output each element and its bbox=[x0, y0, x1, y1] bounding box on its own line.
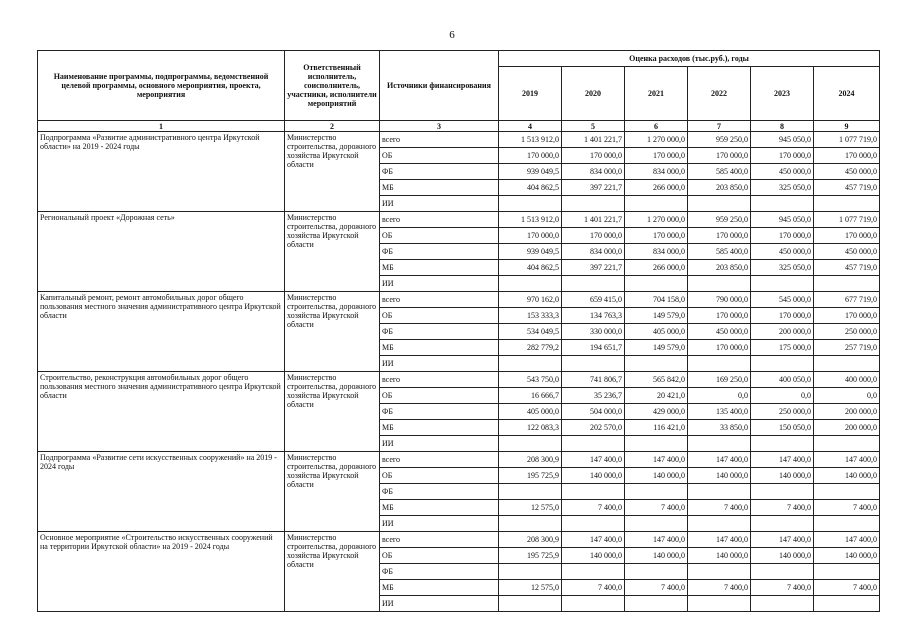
amount-cell bbox=[562, 276, 625, 292]
amount-cell: 175 000,0 bbox=[751, 340, 814, 356]
amount-cell: 170 000,0 bbox=[814, 308, 880, 324]
table-row bbox=[38, 212, 880, 228]
header-program-name: Наименование программы, подпрограммы, ведомственной целевой программы, основного мероприятия, проекта, мероприятия bbox=[38, 51, 285, 121]
header-cost-estimate: Оценка расходов (тыс.руб.), годы bbox=[499, 51, 880, 67]
amount-cell: 1 513 912,0 bbox=[499, 132, 562, 148]
funding-source-cell: ФБ bbox=[380, 484, 499, 500]
program-name-cell: Подпрограмма «Развитие сети искусственных сооружений» на 2019 - 2024 годы bbox=[38, 452, 285, 532]
amount-cell: 704 158,0 bbox=[625, 292, 688, 308]
amount-cell: 585 400,0 bbox=[688, 244, 751, 260]
amount-cell: 450 000,0 bbox=[814, 244, 880, 260]
responsible-cell: Министерство строительства, дорожного хозяйства Иркутской области bbox=[285, 212, 380, 292]
amount-cell: 203 850,0 bbox=[688, 260, 751, 276]
amount-cell bbox=[625, 564, 688, 580]
amount-cell bbox=[751, 596, 814, 612]
funding-source-cell: ОБ bbox=[380, 308, 499, 324]
program-name-cell: Капитальный ремонт, ремонт автомобильных дорог общего пользования местного значения административного центра Иркутской области bbox=[38, 292, 285, 372]
amount-cell: 970 162,0 bbox=[499, 292, 562, 308]
funding-source-cell: ИИ bbox=[380, 516, 499, 532]
amount-cell: 140 000,0 bbox=[625, 548, 688, 564]
amount-cell: 122 083,3 bbox=[499, 420, 562, 436]
amount-cell: 35 236,7 bbox=[562, 388, 625, 404]
header-year: 2023 bbox=[751, 67, 814, 121]
amount-cell: 147 400,0 bbox=[751, 532, 814, 548]
column-number: 2 bbox=[285, 121, 380, 132]
amount-cell bbox=[625, 196, 688, 212]
table-body bbox=[38, 132, 880, 612]
amount-cell: 504 000,0 bbox=[562, 404, 625, 420]
amount-cell bbox=[499, 516, 562, 532]
program-name-cell: Строительство, реконструкция автомобильных дорог общего пользования местного значения административного центра Иркутской области bbox=[38, 372, 285, 452]
funding-source-cell: ФБ bbox=[380, 164, 499, 180]
amount-cell bbox=[688, 356, 751, 372]
amount-cell: 202 570,0 bbox=[562, 420, 625, 436]
amount-cell: 195 725,9 bbox=[499, 548, 562, 564]
amount-cell: 170 000,0 bbox=[751, 148, 814, 164]
amount-cell: 147 400,0 bbox=[688, 532, 751, 548]
amount-cell: 208 300,9 bbox=[499, 532, 562, 548]
amount-cell: 7 400,0 bbox=[688, 580, 751, 596]
amount-cell: 266 000,0 bbox=[625, 180, 688, 196]
amount-cell: 200 000,0 bbox=[814, 420, 880, 436]
amount-cell: 325 050,0 bbox=[751, 260, 814, 276]
amount-cell bbox=[499, 596, 562, 612]
amount-cell: 0,0 bbox=[688, 388, 751, 404]
amount-cell: 405 000,0 bbox=[499, 404, 562, 420]
amount-cell: 266 000,0 bbox=[625, 260, 688, 276]
funding-source-cell: всего bbox=[380, 452, 499, 468]
header-year: 2021 bbox=[625, 67, 688, 121]
amount-cell: 149 579,0 bbox=[625, 340, 688, 356]
amount-cell: 170 000,0 bbox=[814, 148, 880, 164]
amount-cell: 397 221,7 bbox=[562, 260, 625, 276]
amount-cell: 147 400,0 bbox=[814, 532, 880, 548]
amount-cell: 404 862,5 bbox=[499, 260, 562, 276]
amount-cell: 250 000,0 bbox=[814, 324, 880, 340]
amount-cell bbox=[751, 564, 814, 580]
amount-cell: 565 842,0 bbox=[625, 372, 688, 388]
amount-cell bbox=[688, 564, 751, 580]
amount-cell: 16 666,7 bbox=[499, 388, 562, 404]
amount-cell: 405 000,0 bbox=[625, 324, 688, 340]
amount-cell: 450 000,0 bbox=[814, 164, 880, 180]
amount-cell bbox=[499, 436, 562, 452]
program-name-cell: Подпрограмма «Развитие административного центра Иркутской области» на 2019 - 2024 годы bbox=[38, 132, 285, 212]
amount-cell: 170 000,0 bbox=[688, 308, 751, 324]
amount-cell: 1 401 221,7 bbox=[562, 212, 625, 228]
column-number: 9 bbox=[814, 121, 880, 132]
amount-cell: 170 000,0 bbox=[562, 228, 625, 244]
amount-cell: 959 250,0 bbox=[688, 132, 751, 148]
amount-cell bbox=[688, 196, 751, 212]
amount-cell: 140 000,0 bbox=[814, 468, 880, 484]
funding-source-cell: ИИ bbox=[380, 596, 499, 612]
amount-cell: 450 000,0 bbox=[751, 164, 814, 180]
funding-source-cell: МБ bbox=[380, 580, 499, 596]
amount-cell: 12 575,0 bbox=[499, 580, 562, 596]
amount-cell: 1 401 221,7 bbox=[562, 132, 625, 148]
amount-cell: 741 806,7 bbox=[562, 372, 625, 388]
amount-cell: 12 575,0 bbox=[499, 500, 562, 516]
header-responsible: Ответственный исполнитель, соисполнитель, участники, исполнители мероприятий bbox=[285, 51, 380, 121]
amount-cell bbox=[751, 436, 814, 452]
funding-source-cell: МБ bbox=[380, 180, 499, 196]
amount-cell: 140 000,0 bbox=[625, 468, 688, 484]
amount-cell bbox=[499, 564, 562, 580]
amount-cell bbox=[814, 436, 880, 452]
amount-cell: 834 000,0 bbox=[625, 164, 688, 180]
amount-cell: 149 579,0 bbox=[625, 308, 688, 324]
amount-cell: 400 000,0 bbox=[814, 372, 880, 388]
amount-cell: 208 300,9 bbox=[499, 452, 562, 468]
amount-cell: 200 000,0 bbox=[814, 404, 880, 420]
amount-cell: 1 270 000,0 bbox=[625, 212, 688, 228]
amount-cell: 450 000,0 bbox=[688, 324, 751, 340]
amount-cell bbox=[814, 596, 880, 612]
funding-source-cell: ИИ bbox=[380, 276, 499, 292]
header-year: 2024 bbox=[814, 67, 880, 121]
amount-cell: 20 421,0 bbox=[625, 388, 688, 404]
amount-cell: 147 400,0 bbox=[814, 452, 880, 468]
amount-cell: 7 400,0 bbox=[688, 500, 751, 516]
amount-cell: 147 400,0 bbox=[751, 452, 814, 468]
funding-source-cell: всего bbox=[380, 292, 499, 308]
amount-cell: 0,0 bbox=[751, 388, 814, 404]
amount-cell: 959 250,0 bbox=[688, 212, 751, 228]
amount-cell bbox=[562, 516, 625, 532]
amount-cell bbox=[814, 564, 880, 580]
amount-cell: 429 000,0 bbox=[625, 404, 688, 420]
amount-cell: 169 250,0 bbox=[688, 372, 751, 388]
amount-cell: 677 719,0 bbox=[814, 292, 880, 308]
responsible-cell: Министерство строительства, дорожного хозяйства Иркутской области bbox=[285, 452, 380, 532]
amount-cell: 33 850,0 bbox=[688, 420, 751, 436]
funding-source-cell: всего bbox=[380, 532, 499, 548]
table-row bbox=[38, 452, 880, 468]
amount-cell: 140 000,0 bbox=[688, 548, 751, 564]
amount-cell: 203 850,0 bbox=[688, 180, 751, 196]
amount-cell bbox=[751, 516, 814, 532]
amount-cell: 659 415,0 bbox=[562, 292, 625, 308]
amount-cell: 150 050,0 bbox=[751, 420, 814, 436]
responsible-cell: Министерство строительства, дорожного хозяйства Иркутской области bbox=[285, 292, 380, 372]
amount-cell: 834 000,0 bbox=[562, 164, 625, 180]
funding-source-cell: ФБ bbox=[380, 404, 499, 420]
amount-cell: 400 050,0 bbox=[751, 372, 814, 388]
funding-source-cell: всего bbox=[380, 212, 499, 228]
column-number: 7 bbox=[688, 121, 751, 132]
header-year: 2020 bbox=[562, 67, 625, 121]
amount-cell: 147 400,0 bbox=[625, 452, 688, 468]
column-number: 5 bbox=[562, 121, 625, 132]
amount-cell: 282 779,2 bbox=[499, 340, 562, 356]
amount-cell: 7 400,0 bbox=[814, 580, 880, 596]
amount-cell: 1 513 912,0 bbox=[499, 212, 562, 228]
amount-cell: 140 000,0 bbox=[688, 468, 751, 484]
amount-cell: 153 333,3 bbox=[499, 308, 562, 324]
column-number: 3 bbox=[380, 121, 499, 132]
funding-source-cell: ФБ bbox=[380, 244, 499, 260]
amount-cell: 140 000,0 bbox=[751, 468, 814, 484]
amount-cell: 147 400,0 bbox=[625, 532, 688, 548]
amount-cell bbox=[688, 596, 751, 612]
column-number: 6 bbox=[625, 121, 688, 132]
funding-source-cell: ОБ bbox=[380, 228, 499, 244]
amount-cell bbox=[625, 356, 688, 372]
page-number: 6 bbox=[449, 29, 455, 41]
amount-cell: 397 221,7 bbox=[562, 180, 625, 196]
funding-source-cell: всего bbox=[380, 372, 499, 388]
amount-cell bbox=[814, 484, 880, 500]
amount-cell: 170 000,0 bbox=[814, 228, 880, 244]
funding-source-cell: МБ bbox=[380, 260, 499, 276]
amount-cell: 147 400,0 bbox=[562, 452, 625, 468]
header-year: 2019 bbox=[499, 67, 562, 121]
amount-cell: 140 000,0 bbox=[562, 548, 625, 564]
funding-source-cell: ИИ bbox=[380, 356, 499, 372]
amount-cell: 325 050,0 bbox=[751, 180, 814, 196]
amount-cell: 170 000,0 bbox=[751, 228, 814, 244]
amount-cell: 257 719,0 bbox=[814, 340, 880, 356]
amount-cell bbox=[625, 276, 688, 292]
funding-source-cell: ОБ bbox=[380, 468, 499, 484]
amount-cell: 834 000,0 bbox=[625, 244, 688, 260]
responsible-cell: Министерство строительства, дорожного хозяйства Иркутской области bbox=[285, 132, 380, 212]
program-name-cell: Региональный проект «Дорожная сеть» bbox=[38, 212, 285, 292]
amount-cell: 1 270 000,0 bbox=[625, 132, 688, 148]
table-row bbox=[38, 132, 880, 148]
amount-cell: 194 651,7 bbox=[562, 340, 625, 356]
amount-cell: 170 000,0 bbox=[562, 148, 625, 164]
amount-cell: 170 000,0 bbox=[688, 228, 751, 244]
amount-cell bbox=[625, 596, 688, 612]
table-row bbox=[38, 292, 880, 308]
amount-cell bbox=[562, 196, 625, 212]
amount-cell bbox=[688, 436, 751, 452]
amount-cell bbox=[814, 196, 880, 212]
column-number: 8 bbox=[751, 121, 814, 132]
amount-cell: 330 000,0 bbox=[562, 324, 625, 340]
budget-table bbox=[37, 50, 880, 612]
program-name-cell: Основное мероприятие «Строительство искусственных сооружений на территории Иркутской области» на 2019 - 2024 годы bbox=[38, 532, 285, 612]
amount-cell: 116 421,0 bbox=[625, 420, 688, 436]
amount-cell: 170 000,0 bbox=[625, 228, 688, 244]
amount-cell: 170 000,0 bbox=[751, 308, 814, 324]
amount-cell: 543 750,0 bbox=[499, 372, 562, 388]
funding-source-cell: ФБ bbox=[380, 324, 499, 340]
funding-source-cell: МБ bbox=[380, 420, 499, 436]
amount-cell: 140 000,0 bbox=[751, 548, 814, 564]
header-year: 2022 bbox=[688, 67, 751, 121]
amount-cell: 170 000,0 bbox=[625, 148, 688, 164]
amount-cell: 250 000,0 bbox=[751, 404, 814, 420]
amount-cell: 404 862,5 bbox=[499, 180, 562, 196]
funding-source-cell: всего bbox=[380, 132, 499, 148]
amount-cell bbox=[562, 564, 625, 580]
amount-cell: 939 049,5 bbox=[499, 164, 562, 180]
amount-cell: 7 400,0 bbox=[625, 580, 688, 596]
amount-cell: 450 000,0 bbox=[751, 244, 814, 260]
amount-cell bbox=[751, 276, 814, 292]
amount-cell: 457 719,0 bbox=[814, 260, 880, 276]
amount-cell: 1 077 719,0 bbox=[814, 132, 880, 148]
amount-cell bbox=[625, 436, 688, 452]
amount-cell bbox=[499, 276, 562, 292]
amount-cell: 147 400,0 bbox=[562, 532, 625, 548]
amount-cell: 7 400,0 bbox=[814, 500, 880, 516]
funding-source-cell: ОБ bbox=[380, 388, 499, 404]
amount-cell bbox=[751, 196, 814, 212]
amount-cell: 134 763,3 bbox=[562, 308, 625, 324]
column-number-row bbox=[38, 121, 880, 132]
amount-cell bbox=[499, 484, 562, 500]
amount-cell: 200 000,0 bbox=[751, 324, 814, 340]
amount-cell: 939 049,5 bbox=[499, 244, 562, 260]
amount-cell: 945 050,0 bbox=[751, 132, 814, 148]
amount-cell bbox=[814, 356, 880, 372]
amount-cell: 534 049,5 bbox=[499, 324, 562, 340]
amount-cell: 135 400,0 bbox=[688, 404, 751, 420]
amount-cell bbox=[625, 516, 688, 532]
amount-cell: 457 719,0 bbox=[814, 180, 880, 196]
funding-source-cell: ОБ bbox=[380, 548, 499, 564]
amount-cell bbox=[751, 484, 814, 500]
amount-cell bbox=[562, 356, 625, 372]
table-row bbox=[38, 372, 880, 388]
amount-cell bbox=[499, 356, 562, 372]
amount-cell: 7 400,0 bbox=[562, 500, 625, 516]
amount-cell: 0,0 bbox=[814, 388, 880, 404]
amount-cell: 170 000,0 bbox=[688, 340, 751, 356]
funding-source-cell: ОБ bbox=[380, 148, 499, 164]
amount-cell bbox=[688, 484, 751, 500]
amount-cell: 140 000,0 bbox=[562, 468, 625, 484]
funding-source-cell: МБ bbox=[380, 500, 499, 516]
header-funding-sources: Источники финансирования bbox=[380, 51, 499, 121]
funding-source-cell: МБ bbox=[380, 340, 499, 356]
amount-cell bbox=[562, 596, 625, 612]
amount-cell: 790 000,0 bbox=[688, 292, 751, 308]
amount-cell bbox=[688, 276, 751, 292]
amount-cell: 195 725,9 bbox=[499, 468, 562, 484]
amount-cell bbox=[625, 484, 688, 500]
amount-cell bbox=[688, 516, 751, 532]
amount-cell bbox=[562, 484, 625, 500]
amount-cell: 7 400,0 bbox=[625, 500, 688, 516]
table-row bbox=[38, 532, 880, 548]
amount-cell bbox=[751, 356, 814, 372]
amount-cell: 170 000,0 bbox=[499, 148, 562, 164]
column-number: 1 bbox=[38, 121, 285, 132]
responsible-cell: Министерство строительства, дорожного хозяйства Иркутской области bbox=[285, 532, 380, 612]
amount-cell: 7 400,0 bbox=[562, 580, 625, 596]
amount-cell: 7 400,0 bbox=[751, 580, 814, 596]
amount-cell: 834 000,0 bbox=[562, 244, 625, 260]
amount-cell: 140 000,0 bbox=[814, 548, 880, 564]
amount-cell: 545 000,0 bbox=[751, 292, 814, 308]
amount-cell: 1 077 719,0 bbox=[814, 212, 880, 228]
amount-cell bbox=[814, 276, 880, 292]
amount-cell: 945 050,0 bbox=[751, 212, 814, 228]
responsible-cell: Министерство строительства, дорожного хозяйства Иркутской области bbox=[285, 372, 380, 452]
amount-cell: 585 400,0 bbox=[688, 164, 751, 180]
table-header bbox=[38, 51, 880, 132]
funding-source-cell: ФБ bbox=[380, 564, 499, 580]
column-number: 4 bbox=[499, 121, 562, 132]
amount-cell bbox=[499, 196, 562, 212]
amount-cell bbox=[562, 436, 625, 452]
amount-cell: 170 000,0 bbox=[688, 148, 751, 164]
amount-cell: 170 000,0 bbox=[499, 228, 562, 244]
amount-cell bbox=[814, 516, 880, 532]
funding-source-cell: ИИ bbox=[380, 436, 499, 452]
amount-cell: 147 400,0 bbox=[688, 452, 751, 468]
amount-cell: 7 400,0 bbox=[751, 500, 814, 516]
funding-source-cell: ИИ bbox=[380, 196, 499, 212]
